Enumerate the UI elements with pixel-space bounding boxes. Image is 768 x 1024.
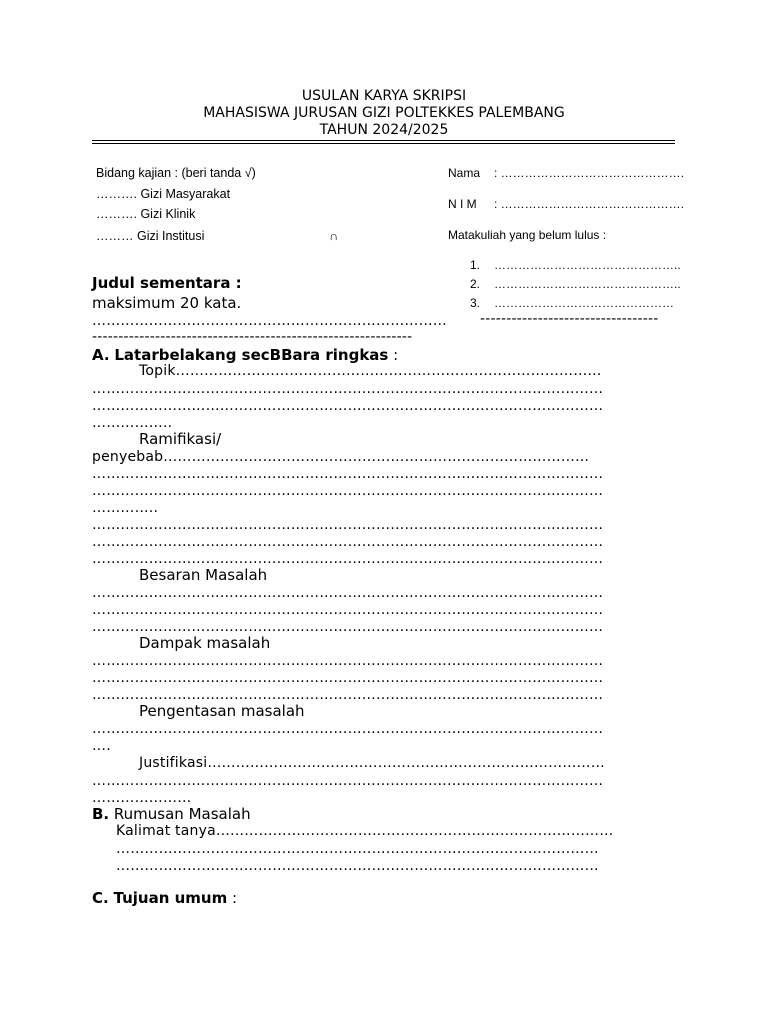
matakuliah-field[interactable]: ……………………………………….. bbox=[494, 258, 681, 272]
bidang-option-institusi[interactable]: ……… Gizi Institusi bbox=[96, 229, 205, 243]
matakuliah-num: 3. bbox=[470, 296, 481, 310]
bidang-label: Bidang kajian : (beri tanda √) bbox=[96, 166, 256, 180]
dots-line[interactable]: ……………………………………………………………………………………………… bbox=[92, 670, 604, 686]
dots-line[interactable]: ……………………………………………………………………………………………… bbox=[92, 602, 604, 618]
judul-dashes-2: ------------------------------------------------------------- bbox=[92, 329, 413, 345]
matakuliah-field[interactable]: ……………………………………… bbox=[494, 296, 674, 310]
judul-hint: maksimum 20 kata. bbox=[92, 294, 242, 312]
dots-line[interactable]: ………………… bbox=[92, 790, 192, 806]
section-b-heading: B. Rumusan Masalah bbox=[92, 805, 251, 823]
nama-field[interactable]: : ………………………………………. bbox=[494, 166, 685, 180]
dots-line[interactable]: ……………………………………………………………………………………………… bbox=[92, 551, 604, 567]
dots-line[interactable]: ………….. bbox=[92, 500, 159, 516]
penyebab-line[interactable]: penyebab……………………………………………………………………………… bbox=[92, 449, 590, 465]
matakuliah-num: 1. bbox=[470, 258, 481, 272]
dots-line[interactable]: ……………………………………………………………………………………………… bbox=[92, 687, 604, 703]
header-divider-bottom bbox=[92, 143, 675, 144]
ramifikasi-label: Ramifikasi/ bbox=[139, 430, 222, 448]
judul-label-clipped: Judul sementara : bbox=[92, 274, 242, 292]
kalimat-tanya-line[interactable]: Kalimat tanya………………………………………………………………………… bbox=[116, 823, 614, 839]
dots-line[interactable]: ……………………………………………………………………………………………… bbox=[92, 653, 604, 669]
dots-line[interactable]: ……………………………………………………………………………………………… bbox=[92, 381, 604, 397]
section-a-heading: A. Latarbelakang secBBara ringkas : bbox=[92, 346, 399, 364]
judul-dots[interactable]: ………………………………………………………………… bbox=[92, 313, 447, 329]
dots-line[interactable]: ……………………………………………………………………………………………… bbox=[92, 773, 604, 789]
dots-line[interactable]: ……………………………………………………………………………………………… bbox=[92, 466, 604, 482]
dots-line[interactable]: ……………………………………………………………………………………………… bbox=[92, 585, 604, 601]
dots-line[interactable]: …………….. bbox=[92, 415, 173, 431]
dots-line[interactable]: ……………………………………………………………………………………………… bbox=[92, 721, 604, 737]
bidang-option-klinik[interactable]: ………. Gizi Klinik bbox=[96, 207, 196, 221]
matakuliah-field[interactable]: ……………………………………….. bbox=[494, 277, 681, 291]
dots-line[interactable]: ……………………………………………………………………………………………… bbox=[92, 517, 604, 533]
stray-mark: ∩ bbox=[329, 229, 338, 243]
besaran-label: Besaran Masalah bbox=[139, 566, 268, 584]
dots-line[interactable]: ……………………………………………………………………………………………… bbox=[92, 534, 604, 550]
nim-label: N I M bbox=[448, 197, 477, 211]
nim-field[interactable]: : ………………………………………. bbox=[494, 197, 685, 211]
form-title: USULAN KARYA SKRIPSI bbox=[301, 88, 467, 104]
justifikasi-line[interactable]: Justifikasi………………………………………………………………………… bbox=[139, 755, 605, 771]
matakuliah-num: 2. bbox=[470, 277, 481, 291]
pengentasan-label: Pengentasan masalah bbox=[139, 702, 305, 720]
judul-dashes: ---------------------------------- bbox=[480, 311, 659, 327]
header-divider-top bbox=[92, 140, 675, 141]
section-c-heading: C. Tujuan umum : bbox=[92, 889, 238, 907]
dots-line[interactable]: ………………………………………………………………………………………… bbox=[116, 858, 599, 874]
dots-line[interactable]: ……………………………………………………………………………………………… bbox=[92, 398, 604, 414]
matakuliah-label: Matakuliah yang belum lulus : bbox=[448, 228, 607, 242]
form-subtitle: MAHASISWA JURUSAN GIZI POLTEKKES PALEMBANG bbox=[203, 105, 565, 121]
bidang-option-masyarakat[interactable]: ………. Gizi Masyarakat bbox=[96, 187, 231, 201]
dampak-label: Dampak masalah bbox=[139, 634, 271, 652]
dots-line[interactable]: …. bbox=[92, 738, 111, 754]
dots-line[interactable]: ………………………………………………………………………………………… bbox=[116, 841, 599, 857]
topik-line[interactable]: Topik……………………………………………………………………………… bbox=[139, 363, 602, 379]
form-year: TAHUN 2024/2025 bbox=[319, 122, 449, 138]
dots-line[interactable]: ……………………………………………………………………………………………… bbox=[92, 483, 604, 499]
nama-label: Nama bbox=[448, 166, 481, 180]
dots-line[interactable]: ……………………………………………………………………………………………… bbox=[92, 619, 604, 635]
